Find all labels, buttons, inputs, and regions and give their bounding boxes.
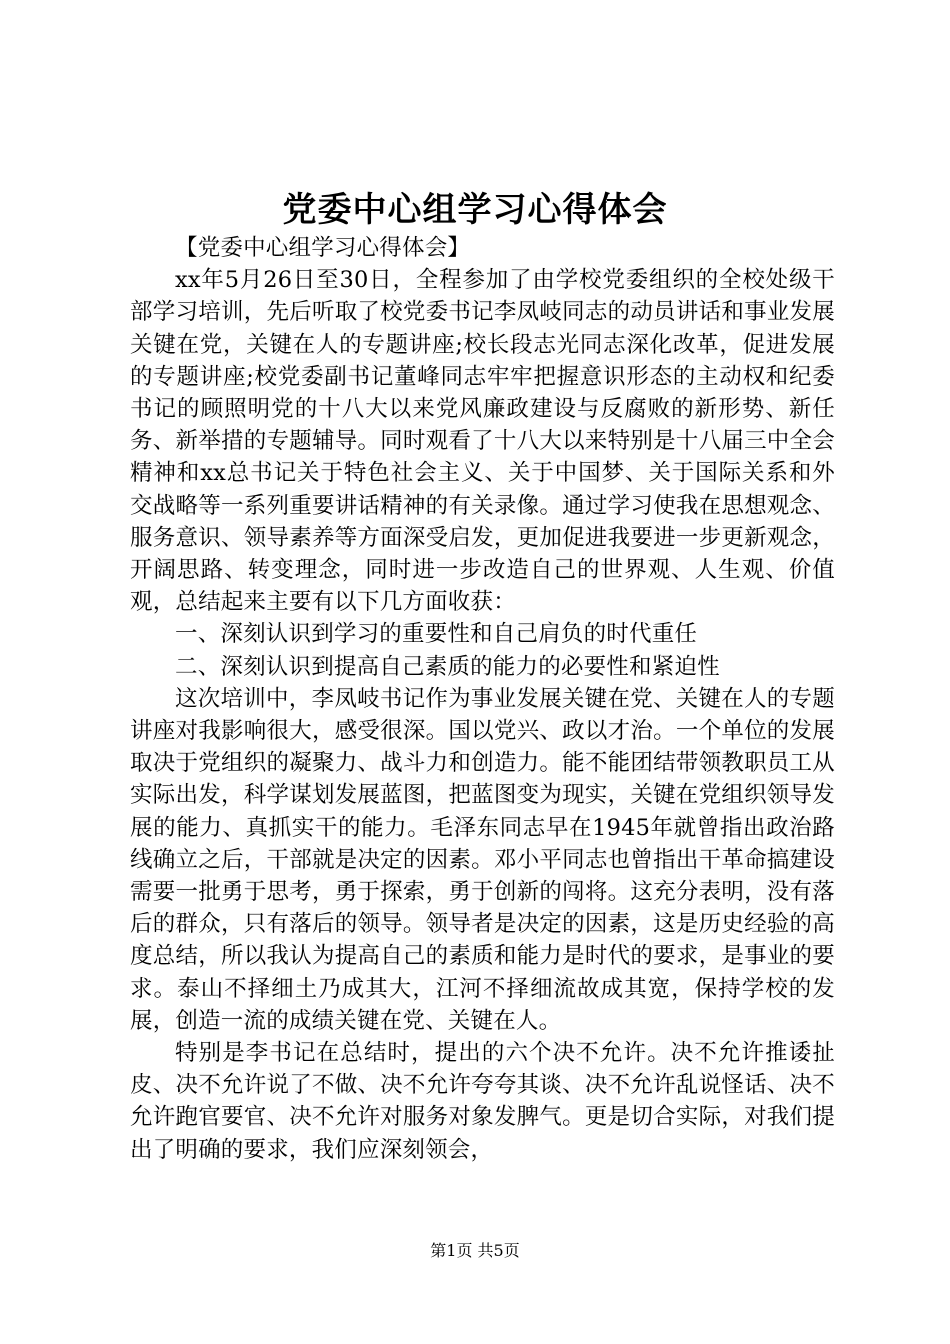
- document-body: [130, 232, 835, 1166]
- paragraph-heading: 【党委中心组学习心得体会】: [175, 235, 471, 261]
- paragraph-training: 这次培训中，李凤岐书记作为事业发展关键在党、关键在人的专题讲座对我影响很大，感受很深。国以党兴、政以才治。一个单位的发展取决于党组织的凝聚力、战斗力和创造力。能不能团结带领教职员工从实际出发，科学谋划发展蓝图，把蓝图变为现实，关键在党组织领导发展的能力、真抓实干的能力。毛泽东同志早在1945年就曾指出政治路线确立之后，干部就是决定的因素。邓小平同志也曾指出干革命搞建设需要一批勇于思考，勇于探索，勇于创新的闯将。这充分表明，没有落后的群众，只有落后的领导。领导者是决定的因素，这是历史经验的高度总结，所以我认为提高自己的素质和能力是时代的要求，是事业的要求。泰山不择细土乃成其大，江河不择细流故成其宽，保持学校的发展，创造一流的成绩关键在党、关键在人。: [130, 685, 835, 1034]
- paragraph-six-rules: 特别是李书记在总结时，提出的六个决不允许。决不允许推诿扯皮、决不允许说了不做、决不允许夸夸其谈、决不允许乱说怪话、决不允许跑官要官、决不允许对服务对象发脾气。更是切合实际，对我们提出了明确的要求，我们应深刻领会，: [130, 1040, 835, 1163]
- paragraph-point-one: 一、深刻认识到学习的重要性和自己肩负的时代重任: [175, 621, 698, 648]
- paragraph-point-two: 二、深刻认识到提高自己素质的能力的必要性和紧迫性: [175, 653, 720, 680]
- page-number: 第1页 共5页: [430, 1241, 520, 1260]
- paragraph-intro: xx年5月26日至30日，全程参加了由学校党委组织的全校处级干部学习培训，先后听取了校党委书记李凤岐同志的动员讲话和事业发展关键在党，关键在人的专题讲座;校长段志光同志深化改革，促进发展的专题讲座;校党委副书记董峰同志牢牢把握意识形态的主动权和纪委书记的顾照明党的十八大以来党风廉政建设与反腐败的新形势、新任务、新举措的专题辅导。同时观看了十八大以来特别是十八届三中全会精神和xx总书记关于特色社会主义、关于中国梦、关于国际关系和外交战略等一系列重要讲话精神的有关录像。通过学习使我在思想观念、服务意识、领导素养等方面深受启发，更加促进我要进一步更新观念，开阔思路、转变理念，同时进一步改造自己的世界观、人生观、价值观，总结起来主要有以下几方面收获：: [130, 267, 835, 616]
- document-title: 党委中心组学习心得体会: [282, 190, 668, 230]
